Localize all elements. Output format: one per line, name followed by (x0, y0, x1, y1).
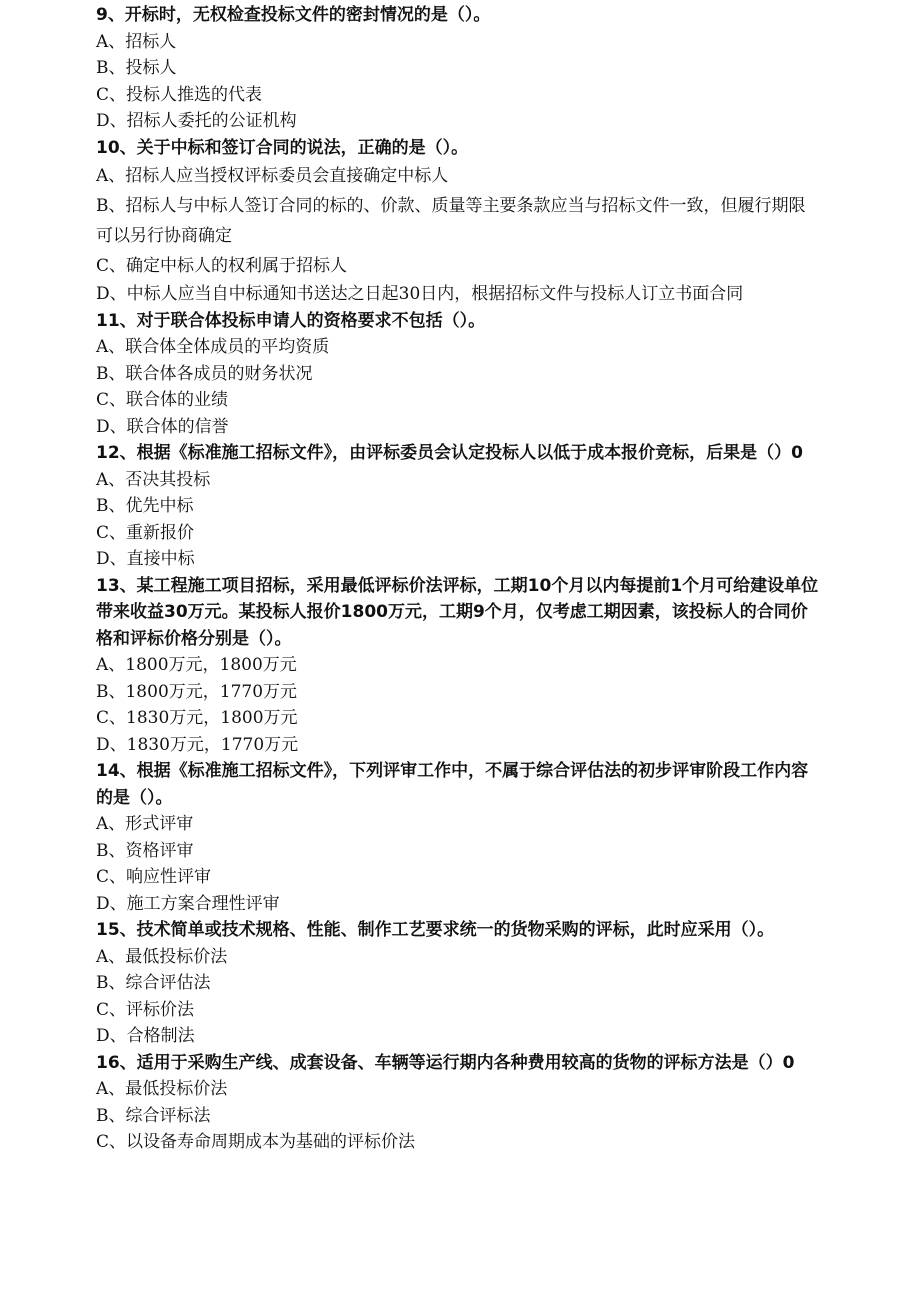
question-15-option-a: A、最低投标价法 (96, 946, 228, 967)
question-9-option-a: A、招标人 (96, 31, 177, 52)
question-12-option-c: C、重新报价 (96, 522, 195, 543)
question-16-option-b: B、综合评标法 (96, 1105, 211, 1126)
question-12-option-b: B、优先中标 (96, 496, 194, 516)
question-9-option-d: D、招标人委托的公证机构 (96, 111, 297, 131)
question-13-stem: 13、某工程施工项目招标，采用最低评标价法评标，工期10个月以内每提前1个月可给建设单位带来收益30万元。某投标人报价1800万元，工期9个月，仅考虑工期因素，该投标人的合同价格和评标价格分别是（）。 (96, 575, 819, 649)
question-9-option-c: C、投标人推选的代表 (96, 84, 263, 105)
question-12-option-a: A、否决其投标 (96, 469, 211, 490)
question-14-option-c: C、响应性评审 (96, 867, 212, 887)
question-13-option-c: C、1830万元，1800万元 (96, 708, 298, 728)
question-9-stem: 9、开标时，无权检查投标文件的密封情况的是（）。 (96, 5, 491, 25)
question-11-option-d: D、联合体的信誉 (96, 416, 229, 437)
question-11-option-a: A、联合体全体成员的平均资质 (96, 337, 330, 357)
question-10-option-d: D、中标人应当自中标通知书送达之日起30日内，根据招标文件与投标人订立书面合同 (96, 284, 744, 304)
question-13-option-b: B、1800万元，1770万元 (96, 681, 298, 702)
question-10-option-b: B、招标人与中标人签订合同的标的、价款、质量等主要条款应当与招标文件一致，但履行期限可以另行协商确定 (96, 196, 806, 246)
question-11-stem: 11、对于联合体投标申请人的资格要求不包括（）。 (96, 310, 486, 331)
question-10-stem: 10、关于中标和签订合同的说法，正确的是（）。 (96, 137, 469, 158)
document-page (96, 2, 826, 1156)
question-14-option-a: A、形式评审 (96, 814, 194, 834)
question-13-option-a: A、1800万元，1800万元 (96, 655, 297, 675)
question-10-option-c: C、确定中标人的权利属于招标人 (96, 256, 348, 276)
question-12-option-d: D、直接中标 (96, 549, 195, 569)
question-14-option-d: D、施工方案合理性评审 (96, 893, 280, 914)
question-14-stem: 14、根据《标准施工招标文件》，下列评审工作中，不属于综合评估法的初步评审阶段工作内容的是（）。 (96, 761, 809, 808)
question-13-option-d: D、1830万元，1770万元 (96, 734, 299, 755)
question-16-option-a: A、最低投标价法 (96, 1079, 228, 1099)
question-12-stem: 12、根据《标准施工招标文件》，由评标委员会认定投标人以低于成本报价竞标，后果是（）0 (96, 443, 803, 463)
question-15-option-c: C、评标价法 (96, 999, 195, 1020)
question-16-option-c: C、以设备寿命周期成本为基础的评标价法 (96, 1132, 416, 1152)
question-15-stem: 15、技术简单或技术规格、性能、制作工艺要求统一的货物采购的评标，此时应采用（）。 (96, 920, 775, 940)
question-11-option-c: C、联合体的业绩 (96, 390, 229, 410)
question-15-option-b: B、综合评估法 (96, 973, 211, 993)
question-14-option-b: B、资格评审 (96, 840, 194, 861)
question-9-option-b: B、投标人 (96, 58, 177, 78)
question-10-option-a: A、招标人应当授权评标委员会直接确定中标人 (96, 166, 449, 186)
question-11-option-b: B、联合体各成员的财务状况 (96, 363, 313, 384)
question-15-option-d: D、合格制法 (96, 1026, 195, 1046)
question-16-stem: 16、适用于采购生产线、成套设备、车辆等运行期内各种费用较高的货物的评标方法是（）0 (96, 1052, 795, 1073)
